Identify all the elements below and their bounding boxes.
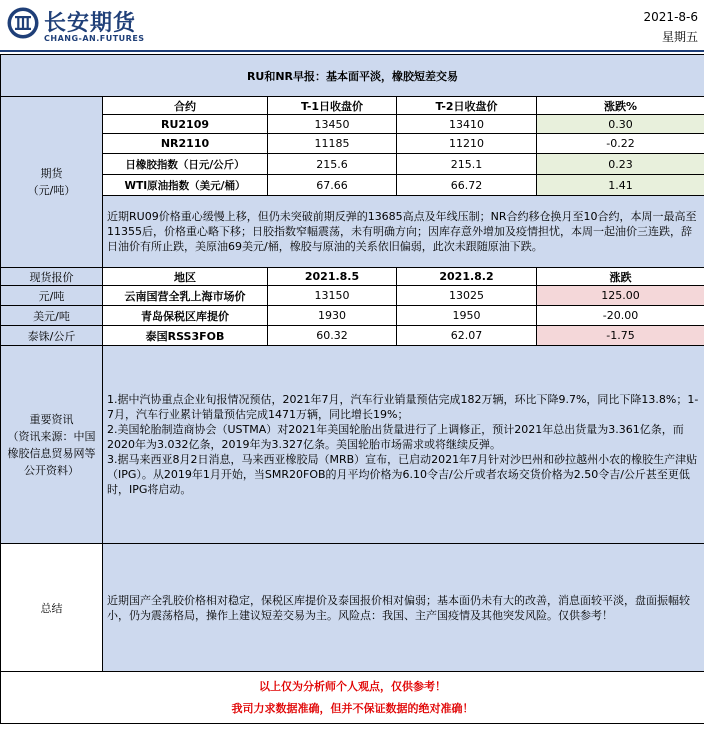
spot-change: 125.00 bbox=[537, 286, 704, 306]
spot-v2: 13025 bbox=[397, 286, 537, 306]
summary-label: 总结 bbox=[1, 544, 103, 672]
spot-v1: 1930 bbox=[268, 306, 397, 326]
futures-col-change: 涨跌% bbox=[537, 97, 704, 115]
table-row bbox=[1, 154, 704, 175]
futures-col-contract: 合约 bbox=[103, 97, 268, 115]
report-header bbox=[0, 0, 704, 52]
report-title: RU和NR早报：基本面平淡，橡胶短差交易 bbox=[1, 55, 704, 97]
spot-unit: 元/吨 bbox=[1, 286, 103, 306]
spot-col-change: 涨跌 bbox=[537, 268, 704, 286]
table-row bbox=[1, 134, 704, 154]
spot-v1: 13150 bbox=[268, 286, 397, 306]
news-label: 重要资讯 （资讯来源：中国橡胶信息贸易网等公开资料） bbox=[1, 346, 103, 544]
report-table bbox=[0, 54, 704, 724]
futures-name: RU2109 bbox=[103, 115, 268, 134]
chang-an-logo-icon bbox=[6, 6, 40, 40]
futures-t2: 215.1 bbox=[397, 154, 537, 175]
futures-col-t1: T-1日收盘价 bbox=[268, 97, 397, 115]
futures-name: WTI原油指数（美元/桶） bbox=[103, 175, 268, 196]
futures-t2: 66.72 bbox=[397, 175, 537, 196]
spot-col-region: 地区 bbox=[103, 268, 268, 286]
futures-change: 0.23 bbox=[537, 154, 704, 175]
spot-unit: 泰铢/公斤 bbox=[1, 326, 103, 346]
news-item: 2.美国轮胎制造商协会（USTMA）对2021年美国轮胎出货量进行了上调修正，预计2021年总出货量为3.361亿条，而2020年为3.032亿条，2019年为3.327亿条。美国轮胎市场需求或将继续反弹。 bbox=[107, 423, 684, 451]
spot-v1: 60.32 bbox=[268, 326, 397, 346]
table-row bbox=[1, 286, 704, 306]
table-row bbox=[1, 306, 704, 326]
disclaimer-line-1: 以上仅为分析师个人观点，仅供参考！ bbox=[259, 679, 446, 693]
news-row bbox=[1, 346, 704, 544]
spot-unit: 美元/吨 bbox=[1, 306, 103, 326]
futures-header-row bbox=[1, 97, 704, 115]
futures-t1: 67.66 bbox=[268, 175, 397, 196]
spot-header-row bbox=[1, 268, 704, 286]
table-row bbox=[1, 175, 704, 196]
futures-name: 日橡胶指数（日元/公斤） bbox=[103, 154, 268, 175]
summary-text: 近期国产全乳胶价格相对稳定，保税区库提价及泰国报价相对偏弱；基本面仍未有大的改善，消息面较平淡，盘面振幅较小，仍为震荡格局，操作上建议短差交易为主。风险点：我国、主产国疫情及其他突发风险。仅供参考！ bbox=[103, 544, 704, 672]
footer-row bbox=[1, 672, 704, 724]
futures-label: 期货 （元/吨） bbox=[1, 97, 103, 268]
report-date: 2021-8-6 bbox=[643, 10, 698, 24]
spot-change: -20.00 bbox=[537, 306, 704, 326]
spot-change: -1.75 bbox=[537, 326, 704, 346]
news-item: 3.据马来西亚8月2日消息，马来西亚橡胶局（MRB）宣布，已启动2021年7月针对沙巴州和砂拉越州小农的橡胶生产津贴（IPG）。从2019年1月开始，当SMR20FOB的月平均价格为6.10令吉/公斤或者农场交货价格为2.50令吉/公斤甚至更低时，IPG将启动。 bbox=[107, 453, 698, 496]
spot-col-d2: 2021.8.2 bbox=[397, 268, 537, 286]
spot-name: 泰国RSS3FOB bbox=[103, 326, 268, 346]
brand-name: 长安期货 bbox=[44, 11, 137, 36]
news-item: 1.据中汽协重点企业旬报情况预估，2021年7月，汽车行业销量预估完成182万辆，环比下降9.7%，同比下降13.8%；1-7月，汽车行业累计销量预估完成1471万辆，同比增长19%； bbox=[107, 393, 699, 421]
spot-v2: 62.07 bbox=[397, 326, 537, 346]
futures-change: 0.30 bbox=[537, 115, 704, 134]
futures-comment: 近期RU09价格重心缓慢上移，但仍未突破前期反弹的13685高点及年线压制；NR合约移仓换月至10合约，本周一最高至11355后，价格重心略下移；日胶指数窄幅震荡，未有明确方向；因库存意外增加及疫情担忧，本周一起油价三连跌，辞日油价有所止跌，美原油69美元/桶，橡胶与原油的关系依旧偏弱，此次未跟随原油下跌。 bbox=[103, 196, 704, 268]
table-row bbox=[1, 115, 704, 134]
futures-t1: 11185 bbox=[268, 134, 397, 154]
futures-t2: 11210 bbox=[397, 134, 537, 154]
spot-name: 青岛保税区库提价 bbox=[103, 306, 268, 326]
spot-col-d1: 2021.8.5 bbox=[268, 268, 397, 286]
futures-t1: 13450 bbox=[268, 115, 397, 134]
futures-change: -0.22 bbox=[537, 134, 704, 154]
disclaimer-line-2: 我司力求数据准确，但并不保证数据的绝对准确！ bbox=[231, 701, 474, 715]
table-row bbox=[1, 326, 704, 346]
spot-name: 云南国营全乳上海市场价 bbox=[103, 286, 268, 306]
news-content bbox=[103, 346, 704, 544]
futures-t2: 13410 bbox=[397, 115, 537, 134]
report-weekday: 星期五 bbox=[661, 30, 698, 44]
title-row bbox=[1, 55, 704, 97]
futures-t1: 215.6 bbox=[268, 154, 397, 175]
futures-comment-row bbox=[1, 196, 704, 268]
disclaimer bbox=[1, 672, 704, 724]
summary-row bbox=[1, 544, 704, 672]
futures-change: 1.41 bbox=[537, 175, 704, 196]
futures-name: NR2110 bbox=[103, 134, 268, 154]
futures-col-t2: T-2日收盘价 bbox=[397, 97, 537, 115]
spot-v2: 1950 bbox=[397, 306, 537, 326]
brand-name-en: CHANG-AN.FUTURES bbox=[44, 34, 145, 43]
spot-label: 现货报价 bbox=[1, 268, 103, 286]
